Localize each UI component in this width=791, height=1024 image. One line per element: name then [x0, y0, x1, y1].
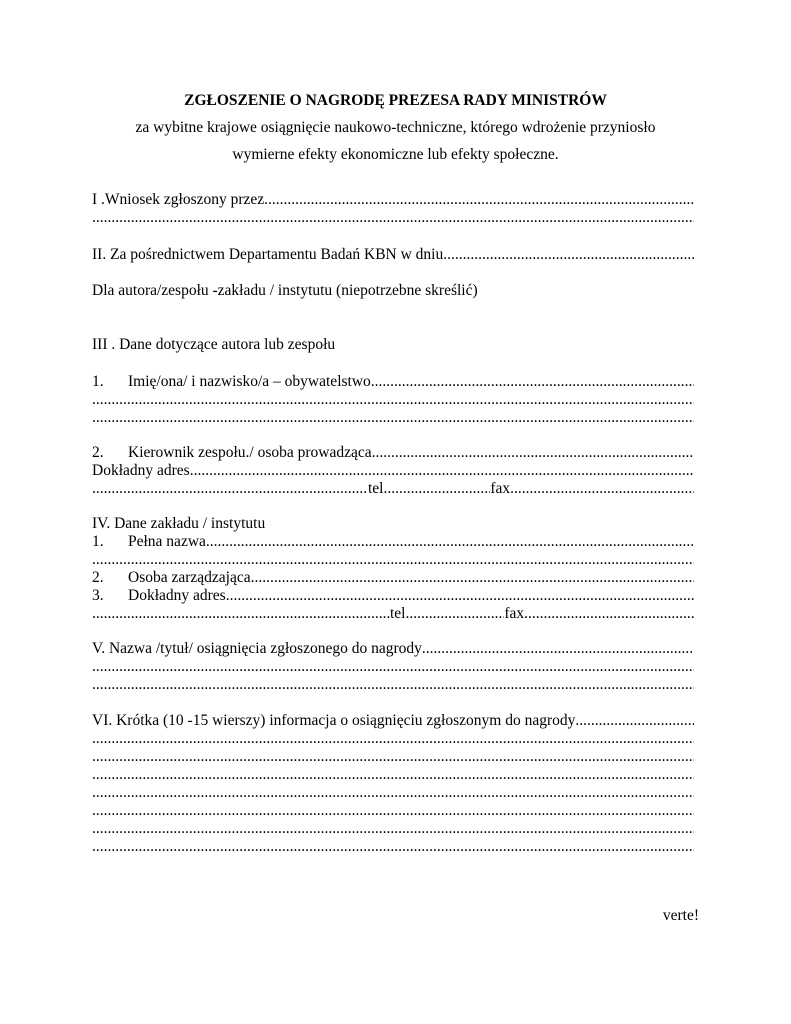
- fill-line[interactable]: [92, 605, 390, 623]
- item-number: 2.: [92, 569, 104, 586]
- section-6-continuation: [92, 784, 694, 802]
- section-3-item-1-row: [92, 373, 694, 391]
- section-3-item-2-label: Kierownik zespołu./ osoba prowadząca: [128, 444, 372, 461]
- fill-line[interactable]: [92, 748, 694, 766]
- section-4-item-1-row: [92, 533, 694, 551]
- section-6-row: [92, 712, 694, 730]
- section-1-row: [92, 191, 694, 209]
- section-5-row: [92, 640, 694, 658]
- section-6-label: VI. Krótka (10 -15 wierszy) informacja o osiągnięciu zgłoszonym do nagrody: [92, 712, 576, 729]
- fax-label: fax: [490, 480, 511, 497]
- fill-line[interactable]: [575, 712, 694, 730]
- tel-label: tel.: [390, 605, 410, 622]
- fill-line[interactable]: [92, 551, 694, 569]
- form-subtitle-line-1: za wybitne krajowe osiągnięcie naukowo-techniczne, którego wdrożenie przyniosło: [135, 119, 656, 136]
- section-3-item-1-continuation: [92, 409, 694, 427]
- fill-line[interactable]: [92, 658, 694, 676]
- fill-line[interactable]: [92, 409, 694, 427]
- fill-line[interactable]: [443, 246, 694, 264]
- item-number: 1.: [92, 533, 104, 550]
- section-6-continuation: [92, 820, 694, 838]
- section-4-item-1-label: Pełna nazwa: [128, 533, 206, 550]
- fill-line[interactable]: [251, 569, 694, 587]
- section-4-phone-fax-row: [92, 605, 694, 623]
- item-number: 1.: [92, 373, 104, 390]
- fill-line[interactable]: [92, 820, 694, 838]
- fill-line[interactable]: [92, 480, 368, 498]
- section-4-item-2-label: Osoba zarządzająca: [128, 569, 251, 586]
- fill-line[interactable]: [206, 533, 694, 551]
- tel-fill-line[interactable]: [409, 605, 504, 623]
- item-number: 3.: [92, 587, 104, 604]
- fill-line[interactable]: [372, 444, 694, 462]
- fill-line[interactable]: [92, 784, 694, 802]
- section-6-continuation: [92, 802, 694, 820]
- section-2-note: Dla autora/zespołu -zakładu / instytutu (niepotrzebne skreślić): [92, 282, 478, 299]
- verte-note: verte!: [662, 907, 699, 924]
- form-subtitle-line-2: wymierne efekty ekonomiczne lub efekty społeczne.: [232, 146, 559, 163]
- section-5-continuation: [92, 658, 694, 676]
- section-6-continuation: [92, 766, 694, 784]
- section-2-note-row: [92, 282, 694, 300]
- section-5-label: V. Nazwa /tytuł/ osiągnięcia zgłoszonego do nagrody: [92, 640, 422, 657]
- section-1-continuation: [92, 209, 694, 227]
- section-4-item-3-row: [92, 587, 694, 605]
- fill-line[interactable]: [422, 640, 694, 658]
- fill-line[interactable]: [92, 766, 694, 784]
- fill-line[interactable]: [92, 209, 694, 227]
- fill-line[interactable]: [92, 391, 694, 409]
- section-3-item-1-label: Imię/ona/ i nazwisko/a – obywatelstwo: [128, 373, 371, 390]
- fax-label: fax: [504, 605, 525, 622]
- section-3-item-1-continuation: [92, 391, 694, 409]
- tel-label: tel.: [368, 480, 388, 497]
- form-title: ZGŁOSZENIE O NAGRODĘ PREZESA RADY MINISTRÓW: [184, 92, 607, 109]
- fill-line[interactable]: [264, 191, 694, 209]
- fill-line[interactable]: [92, 730, 694, 748]
- fill-line[interactable]: [371, 373, 694, 391]
- fill-line[interactable]: [190, 462, 694, 480]
- section-2-label: II. Za pośrednictwem Departamentu Badań KBN w dniu: [92, 246, 444, 263]
- section-4-item-3-label: Dokładny adres: [128, 587, 226, 604]
- section-2-row: [92, 246, 694, 264]
- section-5-continuation: [92, 676, 694, 694]
- fill-line[interactable]: [92, 838, 694, 856]
- section-1-label: I .Wniosek zgłoszony przez: [92, 191, 265, 208]
- section-4-item-2-row: [92, 569, 694, 587]
- item-number: 2.: [92, 444, 104, 461]
- fill-line[interactable]: [92, 802, 694, 820]
- section-3-phone-fax-row: [92, 480, 694, 498]
- section-6-continuation: [92, 838, 694, 856]
- section-3-address-row: [92, 462, 694, 480]
- fax-fill-line[interactable]: [510, 480, 694, 498]
- section-3-heading: III . Dane dotyczące autora lub zespołu: [92, 336, 336, 353]
- section-4-heading: IV. Dane zakładu / instytutu: [92, 515, 266, 532]
- section-4-heading-row: [92, 515, 694, 533]
- section-4-item-1-continuation: [92, 551, 694, 569]
- fax-fill-line[interactable]: [524, 605, 694, 623]
- section-6-continuation: [92, 748, 694, 766]
- section-6-continuation: [92, 730, 694, 748]
- tel-fill-line[interactable]: [387, 480, 490, 498]
- section-3-address-label: Dokładny adres: [92, 462, 190, 479]
- section-3-heading-row: [92, 336, 694, 354]
- fill-line[interactable]: [226, 587, 694, 605]
- fill-line[interactable]: [92, 676, 694, 694]
- section-3-item-2-row: [92, 444, 694, 462]
